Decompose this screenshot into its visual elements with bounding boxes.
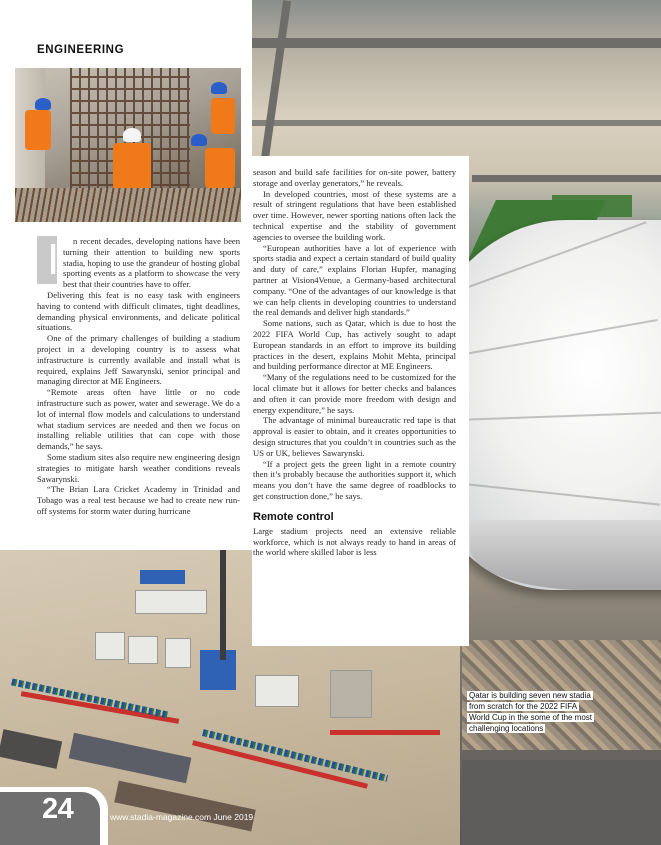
site-cabin bbox=[165, 638, 191, 668]
article-column-1 bbox=[37, 236, 240, 517]
article-paragraph: “If a project gets the green light in a remote country then it’s probably because the authorities support it, which means you don’t have the same degree of roadblocks to get construction done,” he says. bbox=[253, 458, 456, 501]
article-column-2 bbox=[253, 167, 456, 558]
worker bbox=[25, 110, 51, 150]
worker bbox=[205, 148, 235, 188]
photo-caption bbox=[467, 690, 597, 734]
site-cabin bbox=[255, 675, 299, 707]
article-paragraph: Delivering this feat is no easy task with engineers having to contend with difficult climates, tight deadlines, demanding physical environments, and delicate political situations. bbox=[37, 289, 240, 333]
article-paragraph: Some nations, such as Qatar, which is due to host the 2022 FIFA World Cup, has actively sought to adapt European standards in an effort to improve its building practices in the desert, explains Mohit Mehta, principal and building performance director at ME Engineers. bbox=[253, 318, 456, 372]
site-cabin bbox=[140, 570, 185, 584]
hard-hat-icon bbox=[191, 134, 207, 146]
pitch bbox=[552, 195, 632, 217]
footer-url: www.stadia-magazine.com June 2019 bbox=[110, 812, 254, 822]
article-paragraph: “Remote areas often have little or no code infrastructure such as power, water and sewerage. We do a lot of internal flow models and calculations to understand what stadium services are needed and then we focus on installing reliable utilities that can cope with those demands,” he says. bbox=[37, 387, 240, 452]
page-number: 24 bbox=[42, 793, 74, 825]
article-paragraph: One of the primary challenges of building a stadium project in a developing country is to assess what infrastructure is currently available and install what is required, explains Jeff Sawarynski, senior principal and managing director at ME Engineers. bbox=[37, 333, 240, 387]
hard-hat-icon bbox=[123, 128, 141, 142]
machinery bbox=[200, 650, 236, 690]
article-paragraph: season and build safe facilities for on-site power, battery storage and overlay generators,” he reveals. bbox=[253, 167, 456, 188]
site-cabin bbox=[135, 590, 207, 614]
road bbox=[252, 38, 661, 48]
article-paragraph: In developed countries, most of these systems are a result of stringent regulations that have been established over time. However, newer sporting nations often lack the technical expertise and the stability of government agencies to oversee the building work. bbox=[253, 188, 456, 242]
dropcap: I bbox=[37, 236, 57, 284]
article-paragraph: The advantage of minimal bureaucratic red tape is that approval is easier to obtain, and it creates opportunities to design structures that you couldn’t in countries such as the US or UK, believes Sawarynski. bbox=[253, 415, 456, 458]
rebar-bundle bbox=[15, 188, 241, 222]
site-cabin bbox=[128, 636, 158, 664]
barrier bbox=[330, 730, 440, 735]
caption-text: Qatar is building seven new stadia from scratch for the 2022 FIFA World Cup in the some of the most challenging locations bbox=[469, 691, 593, 733]
parking-area bbox=[462, 760, 661, 845]
article-paragraph: Large stadium projects need an extensive reliable workforce, which is not always ready to hand in areas of the world where skilled labor is less bbox=[253, 525, 456, 558]
hard-hat-icon bbox=[211, 82, 227, 94]
subheading: Remote control bbox=[253, 510, 334, 523]
article-paragraph: “The Brian Lara Cricket Academy in Trinidad and Tobago was a real test because we had to create new run-off systems for storm water during hurricane bbox=[37, 484, 240, 516]
worker bbox=[211, 98, 235, 134]
site-cabin bbox=[330, 670, 372, 718]
article-paragraph: n recent decades, developing nations have been turning their attention to building new sports stadia, hoping to use the grandeur of hosting global sporting events as a platform to showcase the very best that their countries have to offer. bbox=[63, 236, 240, 290]
road bbox=[472, 175, 661, 182]
hard-hat-icon bbox=[35, 98, 51, 110]
road bbox=[252, 120, 661, 126]
article-paragraph: “European authorities have a lot of experience with sports stadia and expect a certain standard of build quality and duty of care,” explains Florian Hupfer, managing partner at Vision4Venue, a Germany-based architectural company. “One of the advantages of our knowledge is that we can help clients in developing countries to understand the real demands and deliver high standards.” bbox=[253, 242, 456, 318]
truck bbox=[0, 729, 62, 769]
workers-group bbox=[202, 729, 388, 782]
truck bbox=[114, 781, 256, 832]
article-paragraph: “Many of the regulations need to be customized for the local climate but it allows for better checks and balances and often it can provide more freedom with design and energy expenditure,” he says. bbox=[253, 372, 456, 415]
article-paragraph: Some stadium sites also require new engineering design strategies to mitigate harsh weather conditions reveals Sawarynski. bbox=[37, 451, 240, 484]
truck bbox=[69, 733, 192, 783]
site-cabin bbox=[95, 632, 125, 660]
workers-rebar-photo bbox=[15, 68, 241, 222]
road bbox=[261, 0, 291, 160]
section-label: ENGINEERING bbox=[37, 44, 125, 56]
crane-mast bbox=[220, 550, 226, 660]
